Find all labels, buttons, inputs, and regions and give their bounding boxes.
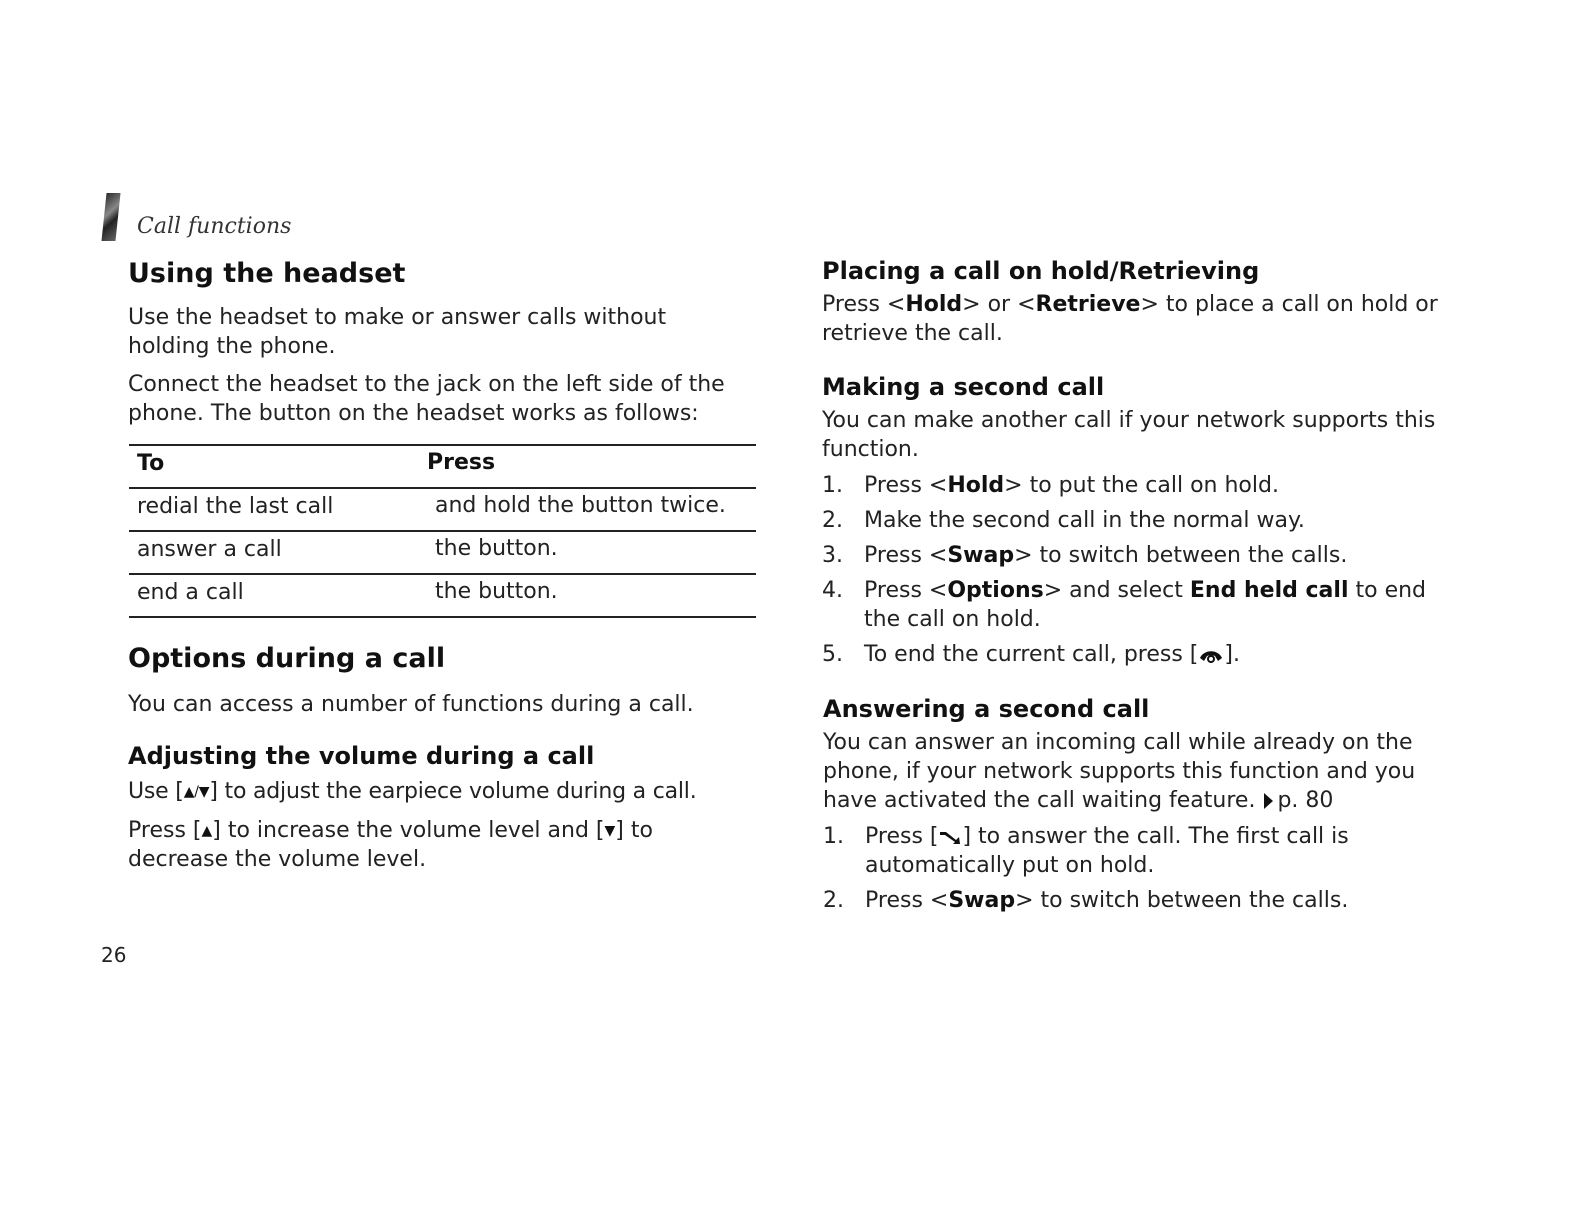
list-item: 2. Press <Swap> to switch between the calls. xyxy=(823,888,1349,913)
options-intro: You can access a number of functions during a call. xyxy=(128,692,694,717)
cell-to: answer a call xyxy=(137,537,282,562)
cell-press: the button. xyxy=(435,536,558,561)
hold-text: Press <Hold> or <Retrieve> to place a call on hold or retrieve the call. xyxy=(822,292,1438,346)
table-rule xyxy=(129,616,756,618)
cell-press: the button. xyxy=(435,579,558,604)
send-call-key-icon xyxy=(938,827,962,847)
hold-heading: Placing a call on hold/Retrieving xyxy=(822,257,1260,285)
headset-table xyxy=(129,444,756,618)
page-ref-arrow-icon xyxy=(1264,793,1273,809)
second-call-steps xyxy=(822,471,1452,675)
list-item: 3. Press <Swap> to switch between the calls. xyxy=(822,543,1348,568)
table-row xyxy=(129,489,756,530)
second-call-heading: Making a second call xyxy=(822,373,1105,401)
section-label: Call functions xyxy=(137,214,292,239)
col-header-press: Press xyxy=(427,450,496,475)
answer-second-heading: Answering a second call xyxy=(823,695,1150,723)
volume-text-1: Use [▲/▼] to adjust the earpiece volume during a call. xyxy=(128,779,697,804)
list-item: 5. To end the current call, press [ ]. xyxy=(822,642,1240,667)
list-item: 1. Press <Hold> to put the call on hold. xyxy=(822,473,1279,498)
page-number: 26 xyxy=(101,943,127,967)
table-row xyxy=(129,532,756,573)
list-item: 4. Press <Options> and select End held call to end the call on hold. xyxy=(822,578,1427,632)
cell-to: redial the last call xyxy=(137,494,334,519)
list-item: 1. Press [ ] to answer the call. The first call is automatically put on hold. xyxy=(823,824,1349,878)
up-down-key-icon: ▲/▼ xyxy=(183,784,210,800)
answer-second-steps xyxy=(823,822,1453,921)
second-call-intro: You can make another call if your network supports this function. xyxy=(822,408,1436,462)
table-header-row xyxy=(129,446,756,487)
volume-heading: Adjusting the volume during a call xyxy=(128,742,595,770)
headset-instructions: Connect the headset to the jack on the left side of the phone. The button on the headset works as follows: xyxy=(128,372,725,426)
answer-second-intro: You can answer an incoming call while already on the phone, if your network supports this function and you have activated the call waiting feature. p. 80 xyxy=(823,730,1416,813)
headset-heading: Using the headset xyxy=(128,258,406,289)
options-heading: Options during a call xyxy=(128,643,446,674)
cell-press: and hold the button twice. xyxy=(435,493,726,518)
up-key-icon: ▲ xyxy=(201,823,213,839)
end-call-key-icon xyxy=(1198,645,1224,665)
list-item: 2. Make the second call in the normal way. xyxy=(822,508,1305,533)
col-header-to: To xyxy=(137,451,165,476)
section-marker xyxy=(101,193,120,241)
table-row xyxy=(129,575,756,616)
cell-to: end a call xyxy=(137,580,244,605)
down-key-icon: ▼ xyxy=(604,823,616,839)
volume-text-2: Press [▲] to increase the volume level and [▼] to decrease the volume level. xyxy=(128,818,653,872)
headset-intro: Use the headset to make or answer calls without holding the phone. xyxy=(128,305,667,359)
